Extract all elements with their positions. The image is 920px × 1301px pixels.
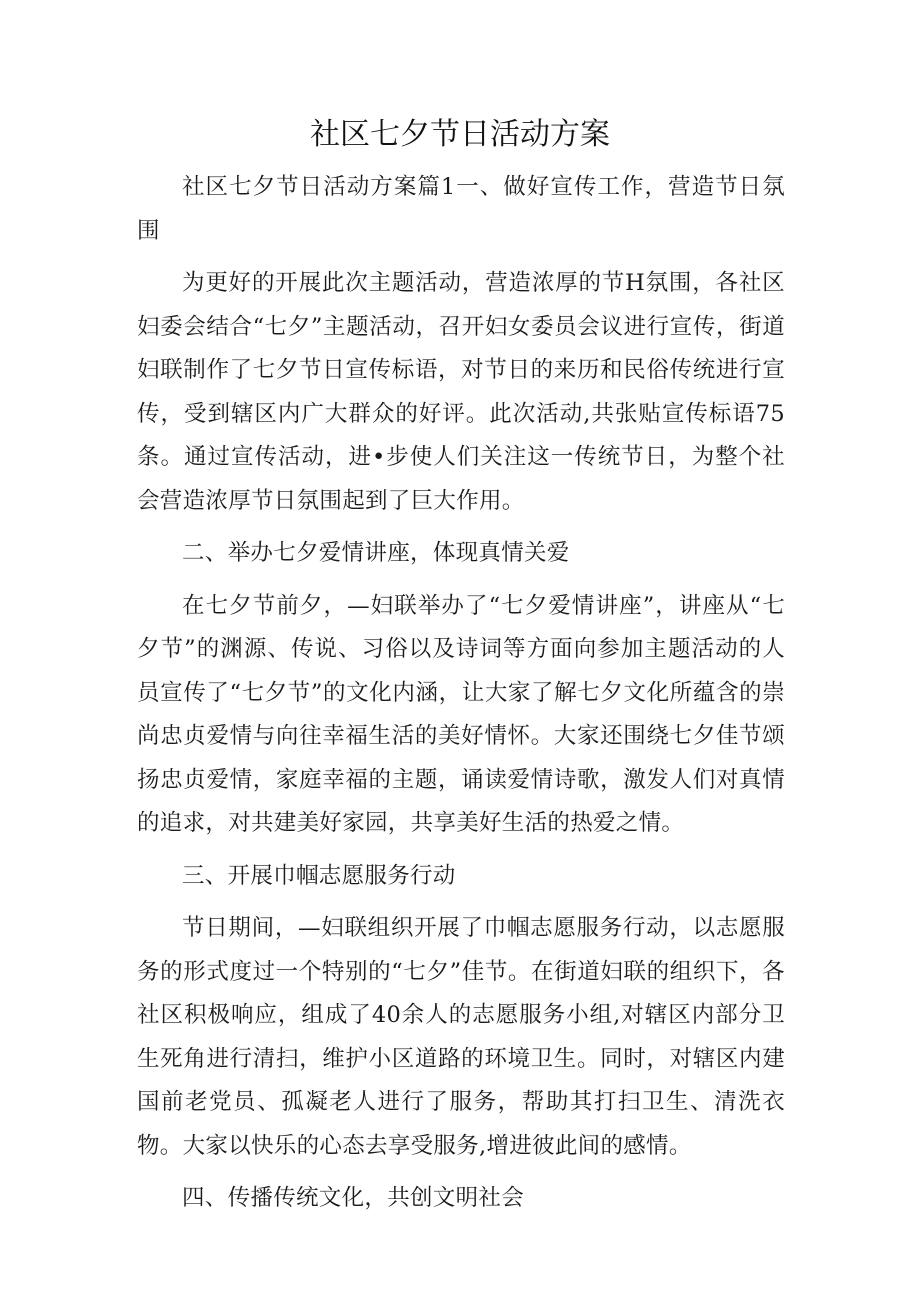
section-heading-culture: 四、传播传统文化，共创文明社会 [182, 1185, 525, 1211]
document-body [137, 166, 785, 1230]
paragraph-lecture: 在七夕节前夕，—妇联举办了“七夕爱情讲座”，讲座从“七夕节”的渊源、传说、习俗以及诗词等方面向参加主题活动的人员宣传了“七夕节”的文化内涵，让大家了解七夕文化所蕴含的崇尚忠贞爱情与向往幸福生活的美好情怀。大家还围绕七夕佳节颂扬忠贞爱情，家庭幸福的主题，诵读爱情诗歌，激发人们对真情的追求，对共建美好家园，共享美好生活的热爱之情。 [137, 592, 785, 836]
paragraph-publicity: 为更好的开展此次主题活动，营造浓厚的节H氛围，各社区妇委会结合“七夕”主题活动，召开妇女委员会议进行宣传，街道妇联制作了七夕节日宣传标语，对节日的来历和民俗传统进行宣传，受到辖区内广大群众的好评。此次活动,共张贴宣传标语75条。通过宣传活动，进•步使人们关注这一传统节日，为整个社会营造浓厚节日氛围起到了巨大作用。 [137, 270, 785, 514]
document-title: 社区七夕节日活动方案 [310, 117, 610, 152]
section-heading-lecture: 二、举办七夕爱情讲座，体现真情关爱 [182, 540, 570, 566]
paragraph-volunteer: 节日期间，—妇联组织开展了巾帼志愿服务行动，以志愿服务的形式度过一个特别的“七夕”佳节。在街道妇联的组织下，各社区积极响应，组成了40余人的志愿服务小组,对辖区内部分卫生死角进行清扫，维护小区道路的环境卫生。同时，对辖区内建国前老党员、孤凝老人进行了服务，帮助其打扫卫生、清洗衣物。大家以快乐的心态去享受服务,增进彼此间的感情。 [137, 915, 785, 1159]
paragraph-intro: 社区七夕节日活动方案篇1一、做好宣传工作，营造节日氛围 [137, 174, 785, 244]
section-heading-volunteer: 三、开展巾帼志愿服务行动 [182, 862, 456, 889]
